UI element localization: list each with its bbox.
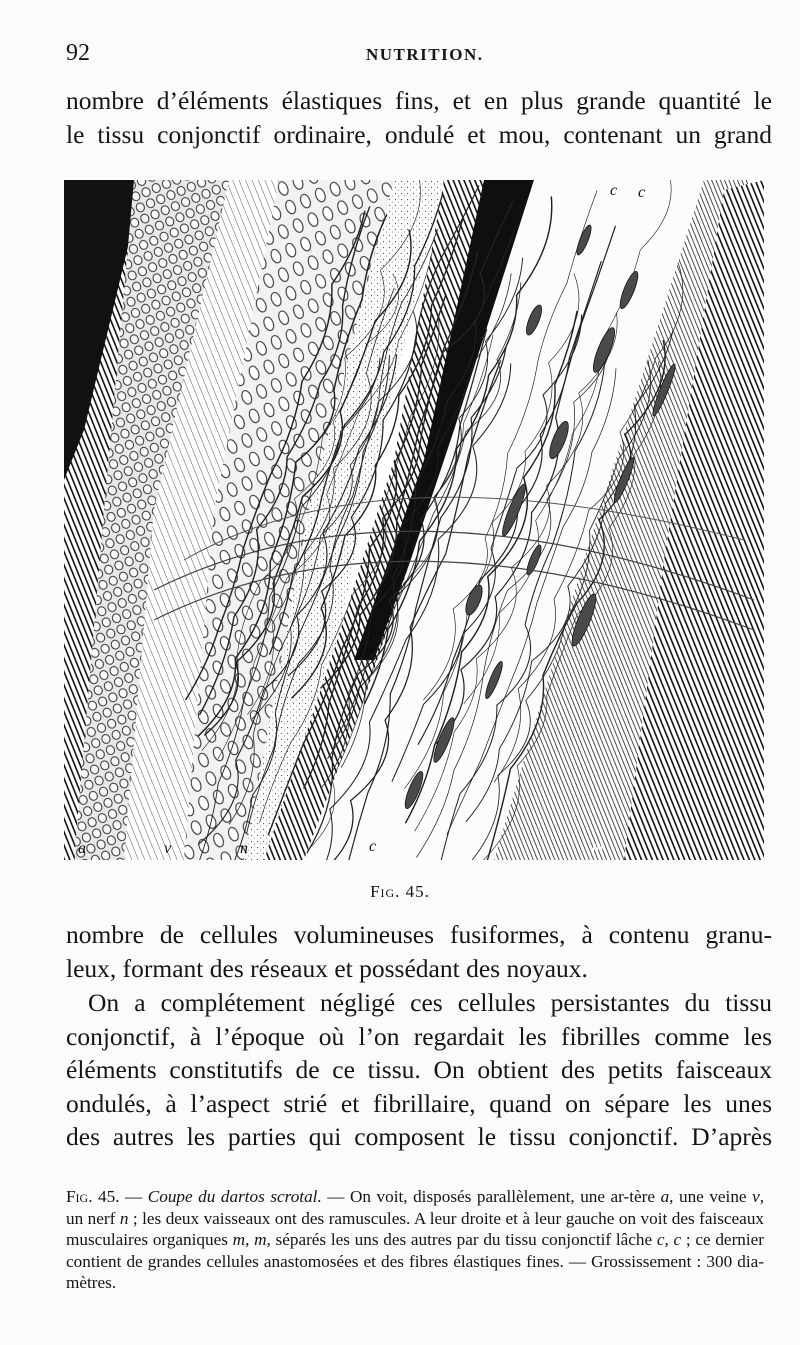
legend-text: , un nerf [66,1187,764,1228]
running-head [66,36,766,70]
text-line: le tissu conjonctif ordinaire, ondulé et mou, contenant un grand [66,119,772,149]
legend-text: ; ce dernier contient de grandes cellules anastomosées et des fibres élastiques fines. — Grossissement : 300 dia-mètres. [66,1230,765,1292]
legend-var-v: v [752,1187,760,1206]
legend-title: Coupe du dartos scrotal. [147,1187,322,1206]
legend-var-c: c, c [656,1230,682,1249]
text-line: éléments constitutifs de ce tissu. On obtient des petits faisceaux [66,1055,772,1084]
legend-text: ; les deux vaisseaux ont des ramuscules. A leur droite et à leur gauche on voit des faisceaux musculaires organiques [66,1208,765,1249]
text-line: On a complétement négligé ces cellules persistantes du tissu [88,988,772,1017]
legend-dash: — [119,1187,148,1206]
figure-label-a: a [78,840,86,857]
figure-label-c-bottom: c [369,838,377,855]
running-title: NUTRITION. [366,45,484,64]
page-number: 92 [66,40,90,66]
text-line: leux, formant des réseaux et possédant des noyaux. [66,953,588,983]
figure-label-c-top-2: c [638,184,646,201]
middle-paragraph [66,918,772,985]
figure-label-m: m [592,838,604,855]
text-line: conjonctif, à l’époque où l’on regardait les fibrilles comme les [66,1021,772,1051]
main-paragraph [66,986,772,1154]
engraving-drawing [64,180,764,860]
text-line: des autres les parties qui composent le tissu conjonctif. D’après [66,1122,772,1151]
text-line: nombre de cellules volumineuses fusiformes, à contenu granu- [66,920,772,949]
figure-caption: Fig. 45. [370,882,430,901]
legend-var-n: n [119,1208,129,1228]
figure-illustration [64,180,764,860]
legend-var-m: m, m [232,1230,267,1249]
text-line: nombre d’éléments élastiques fins, et en plus grande quantité le [66,86,772,115]
figure-legend [66,1186,764,1294]
legend-text: , séparés les uns des autres par du tissu conjonctif lâche [266,1230,657,1249]
figure-label-n: n [240,840,248,857]
legend-figure-ref: Fig. 45. [66,1187,120,1206]
text-line: ondulés, à l’aspect strié et fibrillaire, quand on sépare les unes [66,1088,772,1118]
figure-label-c-top: c [610,182,618,199]
figure-label-v: v [164,840,172,857]
legend-var-a: a [660,1187,670,1206]
legend-text: — On voit, disposés parallèlement, une ar-tère [321,1187,661,1206]
top-paragraph [66,84,772,151]
legend-text: , une veine [669,1187,753,1206]
